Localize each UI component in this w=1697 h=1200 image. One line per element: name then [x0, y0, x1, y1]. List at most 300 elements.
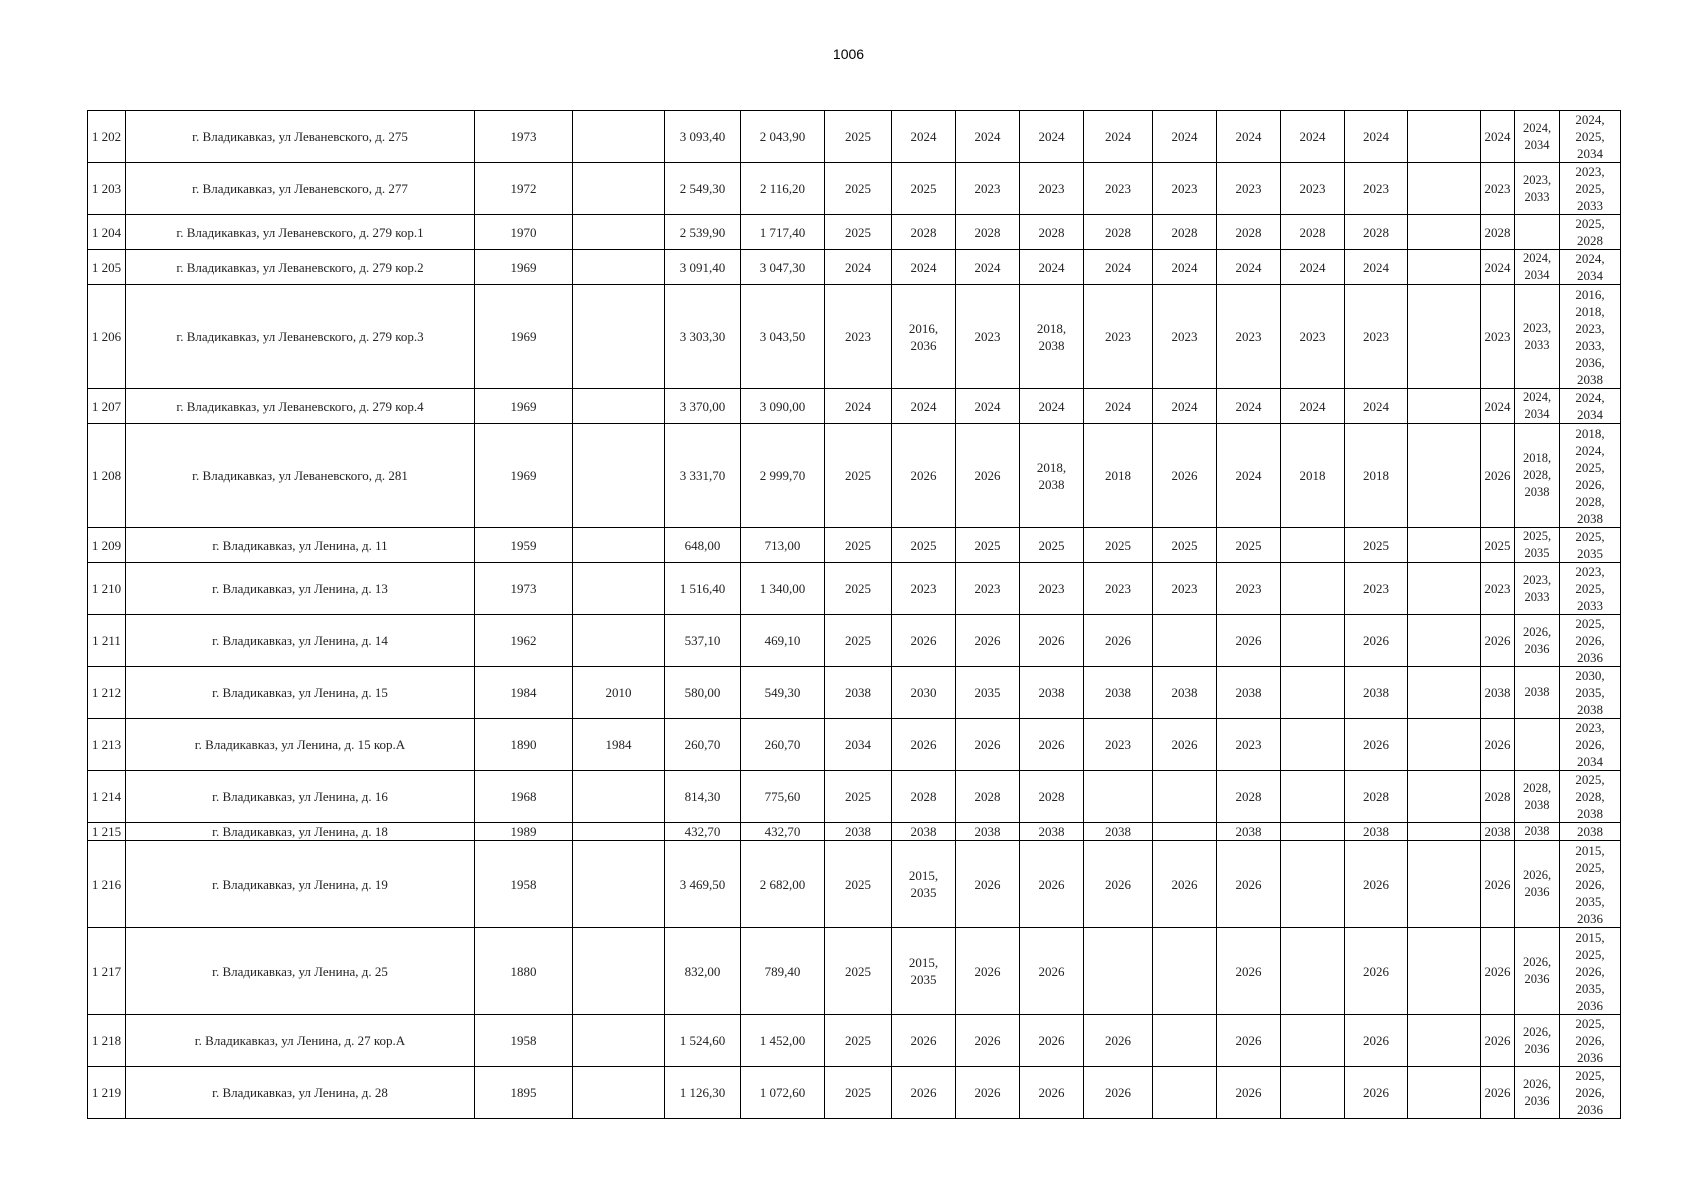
cell-living-area: 3 047,30: [741, 250, 825, 285]
cell-col-7: 2025: [825, 424, 892, 528]
cell-year-reconstructed: [573, 1015, 665, 1067]
cell-col-10: 2018, 2038: [1020, 285, 1084, 389]
cell-year-reconstructed: 2010: [573, 667, 665, 719]
cell-col-17: 2024: [1481, 111, 1515, 163]
cell-col-7: 2025: [825, 111, 892, 163]
cell-living-area: 2 682,00: [741, 841, 825, 928]
cell-col-8: 2026: [892, 1015, 956, 1067]
cell-col-19: 2025, 2026, 2036: [1560, 1015, 1621, 1067]
cell-col-9: 2024: [956, 111, 1020, 163]
table-row: [88, 285, 1621, 389]
cell-col-8: 2025: [892, 163, 956, 215]
cell-col-10: 2038: [1020, 667, 1084, 719]
cell-col-7: 2034: [825, 719, 892, 771]
cell-col-16: [1408, 1015, 1481, 1067]
cell-col-18: 2023, 2033: [1515, 163, 1560, 215]
cell-col-16: [1408, 615, 1481, 667]
cell-col-13: 2026: [1217, 1067, 1281, 1119]
cell-col-19: 2016, 2018, 2023, 2033, 2036, 2038: [1560, 285, 1621, 389]
cell-address: г. Владикавказ, ул Леваневского, д. 279 кор.3: [126, 285, 475, 389]
cell-col-16: [1408, 823, 1481, 841]
cell-year-built: 1972: [475, 163, 573, 215]
cell-total-area: 3 091,40: [665, 250, 741, 285]
cell-living-area: 775,60: [741, 771, 825, 823]
cell-col-7: 2038: [825, 823, 892, 841]
cell-col-8: 2024: [892, 389, 956, 424]
cell-col-7: 2025: [825, 615, 892, 667]
cell-col-13: 2023: [1217, 285, 1281, 389]
cell-col-18: 2023, 2033: [1515, 563, 1560, 615]
cell-col-9: 2024: [956, 389, 1020, 424]
cell-col-12: 2026: [1153, 841, 1217, 928]
cell-col-10: 2028: [1020, 771, 1084, 823]
cell-col-14: 2024: [1281, 389, 1345, 424]
cell-col-10: 2028: [1020, 215, 1084, 250]
cell-col-16: [1408, 528, 1481, 563]
cell-total-area: 260,70: [665, 719, 741, 771]
cell-address: г. Владикавказ, ул Леваневского, д. 277: [126, 163, 475, 215]
cell-year-reconstructed: [573, 250, 665, 285]
cell-living-area: 1 072,60: [741, 1067, 825, 1119]
cell-year-built: 1895: [475, 1067, 573, 1119]
table-row: [88, 424, 1621, 528]
cell-col-17: 2026: [1481, 424, 1515, 528]
cell-col-11: 2026: [1084, 1067, 1153, 1119]
cell-col-12: 2023: [1153, 163, 1217, 215]
cell-year-built: 1969: [475, 250, 573, 285]
cell-col-18: 2038: [1515, 823, 1560, 841]
cell-col-11: 2025: [1084, 528, 1153, 563]
cell-col-12: 2024: [1153, 250, 1217, 285]
cell-col-12: 2026: [1153, 424, 1217, 528]
cell-col-13: 2026: [1217, 841, 1281, 928]
cell-col-13: 2024: [1217, 389, 1281, 424]
cell-col-11: [1084, 928, 1153, 1015]
cell-address: г. Владикавказ, ул Ленина, д. 13: [126, 563, 475, 615]
cell-address: г. Владикавказ, ул Ленина, д. 27 кор.А: [126, 1015, 475, 1067]
cell-col-14: [1281, 528, 1345, 563]
cell-address: г. Владикавказ, ул Ленина, д. 25: [126, 928, 475, 1015]
cell-col-9: 2026: [956, 719, 1020, 771]
cell-col-13: 2024: [1217, 424, 1281, 528]
table-row: [88, 528, 1621, 563]
cell-year-built: 1890: [475, 719, 573, 771]
cell-col-18: 2026, 2036: [1515, 1067, 1560, 1119]
cell-col-7: 2024: [825, 389, 892, 424]
cell-col-16: [1408, 667, 1481, 719]
cell-row-number: 1 205: [88, 250, 126, 285]
cell-col-9: 2024: [956, 250, 1020, 285]
cell-col-13: 2026: [1217, 615, 1281, 667]
table-body: [88, 111, 1621, 1119]
cell-col-11: 2024: [1084, 250, 1153, 285]
cell-year-built: 1958: [475, 841, 573, 928]
cell-col-14: [1281, 771, 1345, 823]
cell-col-19: 2025, 2028, 2038: [1560, 771, 1621, 823]
cell-col-13: 2023: [1217, 563, 1281, 615]
cell-total-area: 580,00: [665, 667, 741, 719]
table-row: [88, 215, 1621, 250]
cell-year-reconstructed: [573, 389, 665, 424]
cell-col-17: 2028: [1481, 771, 1515, 823]
cell-col-19: 2018, 2024, 2025, 2026, 2028, 2038: [1560, 424, 1621, 528]
cell-col-10: 2026: [1020, 615, 1084, 667]
cell-col-7: 2025: [825, 841, 892, 928]
cell-col-18: 2025, 2035: [1515, 528, 1560, 563]
cell-living-area: 469,10: [741, 615, 825, 667]
cell-col-17: 2024: [1481, 389, 1515, 424]
cell-total-area: 814,30: [665, 771, 741, 823]
cell-col-13: 2025: [1217, 528, 1281, 563]
cell-col-15: 2026: [1345, 928, 1408, 1015]
cell-col-18: 2026, 2036: [1515, 928, 1560, 1015]
cell-col-8: 2025: [892, 528, 956, 563]
cell-col-15: 2023: [1345, 163, 1408, 215]
cell-col-13: 2028: [1217, 771, 1281, 823]
cell-col-11: 2018: [1084, 424, 1153, 528]
cell-row-number: 1 216: [88, 841, 126, 928]
cell-col-14: [1281, 719, 1345, 771]
cell-address: г. Владикавказ, ул Леваневского, д. 279 кор.4: [126, 389, 475, 424]
cell-col-12: [1153, 771, 1217, 823]
cell-col-8: 2030: [892, 667, 956, 719]
table-row: [88, 928, 1621, 1015]
cell-col-8: 2024: [892, 250, 956, 285]
cell-col-14: [1281, 823, 1345, 841]
cell-col-8: 2028: [892, 215, 956, 250]
cell-col-10: 2026: [1020, 841, 1084, 928]
cell-col-16: [1408, 719, 1481, 771]
cell-col-10: 2018, 2038: [1020, 424, 1084, 528]
cell-col-17: 2026: [1481, 615, 1515, 667]
cell-col-14: [1281, 667, 1345, 719]
cell-col-16: [1408, 111, 1481, 163]
cell-row-number: 1 202: [88, 111, 126, 163]
cell-col-16: [1408, 250, 1481, 285]
cell-col-15: 2023: [1345, 563, 1408, 615]
cell-col-19: 2025, 2028: [1560, 215, 1621, 250]
cell-col-19: 2024, 2025, 2034: [1560, 111, 1621, 163]
table-row: [88, 823, 1621, 841]
cell-col-9: 2026: [956, 928, 1020, 1015]
cell-col-9: 2026: [956, 1015, 1020, 1067]
cell-living-area: 2 043,90: [741, 111, 825, 163]
table-row: [88, 841, 1621, 928]
cell-col-14: [1281, 615, 1345, 667]
cell-year-reconstructed: [573, 1067, 665, 1119]
cell-col-15: 2026: [1345, 719, 1408, 771]
cell-col-19: 2023, 2025, 2033: [1560, 163, 1621, 215]
cell-col-15: 2026: [1345, 841, 1408, 928]
cell-row-number: 1 208: [88, 424, 126, 528]
cell-row-number: 1 210: [88, 563, 126, 615]
cell-col-19: 2015, 2025, 2026, 2035, 2036: [1560, 841, 1621, 928]
cell-col-13: 2038: [1217, 823, 1281, 841]
cell-col-7: 2023: [825, 285, 892, 389]
cell-col-7: 2024: [825, 250, 892, 285]
cell-col-15: 2025: [1345, 528, 1408, 563]
cell-col-17: 2026: [1481, 1067, 1515, 1119]
cell-col-13: 2024: [1217, 111, 1281, 163]
cell-year-reconstructed: [573, 285, 665, 389]
cell-address: г. Владикавказ, ул Леваневского, д. 281: [126, 424, 475, 528]
cell-col-11: 2024: [1084, 111, 1153, 163]
cell-year-built: 1880: [475, 928, 573, 1015]
cell-address: г. Владикавказ, ул Ленина, д. 16: [126, 771, 475, 823]
table-row: [88, 1067, 1621, 1119]
cell-col-16: [1408, 928, 1481, 1015]
cell-col-8: 2015, 2035: [892, 928, 956, 1015]
cell-total-area: 3 093,40: [665, 111, 741, 163]
cell-total-area: 432,70: [665, 823, 741, 841]
cell-col-17: 2023: [1481, 163, 1515, 215]
cell-year-built: 1969: [475, 424, 573, 528]
cell-col-9: 2023: [956, 563, 1020, 615]
cell-col-14: [1281, 1015, 1345, 1067]
cell-col-15: 2026: [1345, 1015, 1408, 1067]
table-row: [88, 250, 1621, 285]
cell-col-8: 2016, 2036: [892, 285, 956, 389]
cell-col-8: 2026: [892, 719, 956, 771]
cell-col-17: 2026: [1481, 841, 1515, 928]
cell-col-7: 2025: [825, 563, 892, 615]
cell-col-15: 2023: [1345, 285, 1408, 389]
cell-col-18: 2026, 2036: [1515, 841, 1560, 928]
cell-col-18: 2024, 2034: [1515, 111, 1560, 163]
cell-col-19: 2038: [1560, 823, 1621, 841]
cell-col-18: 2026, 2036: [1515, 1015, 1560, 1067]
cell-row-number: 1 204: [88, 215, 126, 250]
table-row: [88, 1015, 1621, 1067]
cell-living-area: 1 717,40: [741, 215, 825, 250]
cell-col-18: 2024, 2034: [1515, 389, 1560, 424]
cell-col-12: [1153, 928, 1217, 1015]
cell-col-15: 2026: [1345, 615, 1408, 667]
cell-col-14: 2023: [1281, 163, 1345, 215]
cell-address: г. Владикавказ, ул Ленина, д. 19: [126, 841, 475, 928]
cell-col-11: 2028: [1084, 215, 1153, 250]
cell-year-built: 1968: [475, 771, 573, 823]
cell-year-built: 1989: [475, 823, 573, 841]
cell-col-10: 2026: [1020, 1067, 1084, 1119]
cell-col-8: 2023: [892, 563, 956, 615]
cell-total-area: 3 469,50: [665, 841, 741, 928]
cell-col-12: 2024: [1153, 111, 1217, 163]
buildings-table: [87, 110, 1621, 1119]
cell-col-11: 2023: [1084, 163, 1153, 215]
cell-col-10: 2023: [1020, 563, 1084, 615]
cell-col-7: 2025: [825, 1067, 892, 1119]
cell-col-17: 2026: [1481, 719, 1515, 771]
cell-col-9: 2026: [956, 1067, 1020, 1119]
cell-year-built: 1973: [475, 111, 573, 163]
table-row: [88, 389, 1621, 424]
cell-col-11: 2038: [1084, 823, 1153, 841]
cell-col-10: 2025: [1020, 528, 1084, 563]
cell-col-13: 2026: [1217, 928, 1281, 1015]
cell-col-8: 2024: [892, 111, 956, 163]
cell-living-area: 3 043,50: [741, 285, 825, 389]
cell-total-area: 1 126,30: [665, 1067, 741, 1119]
cell-col-10: 2024: [1020, 111, 1084, 163]
cell-living-area: 432,70: [741, 823, 825, 841]
cell-col-10: 2026: [1020, 719, 1084, 771]
cell-col-8: 2038: [892, 823, 956, 841]
cell-col-11: 2026: [1084, 841, 1153, 928]
cell-col-10: 2038: [1020, 823, 1084, 841]
cell-col-16: [1408, 389, 1481, 424]
cell-year-reconstructed: 1984: [573, 719, 665, 771]
cell-living-area: 260,70: [741, 719, 825, 771]
cell-col-10: 2026: [1020, 1015, 1084, 1067]
cell-year-reconstructed: [573, 615, 665, 667]
cell-year-reconstructed: [573, 823, 665, 841]
cell-col-14: [1281, 1067, 1345, 1119]
cell-col-14: [1281, 563, 1345, 615]
cell-col-15: 2028: [1345, 771, 1408, 823]
cell-living-area: 3 090,00: [741, 389, 825, 424]
cell-total-area: 3 331,70: [665, 424, 741, 528]
cell-row-number: 1 206: [88, 285, 126, 389]
table-row: [88, 719, 1621, 771]
cell-year-built: 1958: [475, 1015, 573, 1067]
cell-col-17: 2023: [1481, 563, 1515, 615]
cell-row-number: 1 209: [88, 528, 126, 563]
cell-col-18: 2023, 2033: [1515, 285, 1560, 389]
cell-row-number: 1 203: [88, 163, 126, 215]
cell-col-7: 2025: [825, 215, 892, 250]
cell-row-number: 1 217: [88, 928, 126, 1015]
cell-col-9: 2028: [956, 215, 1020, 250]
cell-col-7: 2025: [825, 928, 892, 1015]
cell-col-7: 2025: [825, 528, 892, 563]
cell-total-area: 2 539,90: [665, 215, 741, 250]
cell-col-19: 2024, 2034: [1560, 389, 1621, 424]
cell-row-number: 1 207: [88, 389, 126, 424]
cell-total-area: 1 524,60: [665, 1015, 741, 1067]
cell-col-18: 2038: [1515, 667, 1560, 719]
cell-col-13: 2028: [1217, 215, 1281, 250]
table-row: [88, 563, 1621, 615]
cell-col-15: 2018: [1345, 424, 1408, 528]
cell-row-number: 1 212: [88, 667, 126, 719]
cell-col-17: 2023: [1481, 285, 1515, 389]
cell-col-11: 2026: [1084, 1015, 1153, 1067]
cell-col-19: 2023, 2025, 2033: [1560, 563, 1621, 615]
cell-col-19: 2025, 2035: [1560, 528, 1621, 563]
cell-year-built: 1984: [475, 667, 573, 719]
cell-living-area: 2 116,20: [741, 163, 825, 215]
cell-col-14: 2024: [1281, 250, 1345, 285]
cell-col-18: [1515, 215, 1560, 250]
cell-col-9: 2023: [956, 285, 1020, 389]
cell-living-area: 713,00: [741, 528, 825, 563]
cell-year-built: 1969: [475, 389, 573, 424]
cell-col-13: 2026: [1217, 1015, 1281, 1067]
cell-year-reconstructed: [573, 771, 665, 823]
cell-col-11: 2026: [1084, 615, 1153, 667]
cell-total-area: 3 303,30: [665, 285, 741, 389]
cell-col-10: 2024: [1020, 250, 1084, 285]
cell-col-12: 2026: [1153, 719, 1217, 771]
cell-col-16: [1408, 215, 1481, 250]
cell-col-19: 2023, 2026, 2034: [1560, 719, 1621, 771]
cell-year-reconstructed: [573, 424, 665, 528]
cell-living-area: 2 999,70: [741, 424, 825, 528]
cell-col-11: 2024: [1084, 389, 1153, 424]
cell-col-17: 2038: [1481, 823, 1515, 841]
cell-year-reconstructed: [573, 163, 665, 215]
cell-col-9: 2026: [956, 424, 1020, 528]
cell-col-10: 2024: [1020, 389, 1084, 424]
cell-col-15: 2024: [1345, 111, 1408, 163]
cell-col-12: 2023: [1153, 285, 1217, 389]
cell-year-built: 1969: [475, 285, 573, 389]
cell-living-area: 549,30: [741, 667, 825, 719]
cell-year-built: 1973: [475, 563, 573, 615]
cell-col-17: 2026: [1481, 928, 1515, 1015]
cell-col-18: 2018, 2028, 2038: [1515, 424, 1560, 528]
cell-col-15: 2026: [1345, 1067, 1408, 1119]
cell-year-reconstructed: [573, 528, 665, 563]
cell-col-14: 2018: [1281, 424, 1345, 528]
cell-address: г. Владикавказ, ул Ленина, д. 14: [126, 615, 475, 667]
cell-col-9: 2023: [956, 163, 1020, 215]
cell-col-12: 2038: [1153, 667, 1217, 719]
cell-col-15: 2038: [1345, 823, 1408, 841]
cell-year-reconstructed: [573, 841, 665, 928]
cell-col-9: 2035: [956, 667, 1020, 719]
cell-col-14: [1281, 928, 1345, 1015]
cell-col-14: 2024: [1281, 111, 1345, 163]
cell-col-17: 2024: [1481, 250, 1515, 285]
cell-col-9: 2028: [956, 771, 1020, 823]
cell-address: г. Владикавказ, ул Леваневского, д. 279 кор.1: [126, 215, 475, 250]
cell-row-number: 1 213: [88, 719, 126, 771]
cell-col-14: 2028: [1281, 215, 1345, 250]
cell-year-reconstructed: [573, 111, 665, 163]
cell-col-7: 2025: [825, 163, 892, 215]
cell-address: г. Владикавказ, ул Леваневского, д. 275: [126, 111, 475, 163]
cell-col-15: 2038: [1345, 667, 1408, 719]
cell-col-12: 2023: [1153, 563, 1217, 615]
cell-col-12: [1153, 823, 1217, 841]
cell-col-14: [1281, 841, 1345, 928]
cell-col-8: 2026: [892, 424, 956, 528]
cell-col-8: 2026: [892, 1067, 956, 1119]
cell-col-18: 2024, 2034: [1515, 250, 1560, 285]
cell-col-18: [1515, 719, 1560, 771]
cell-total-area: 2 549,30: [665, 163, 741, 215]
cell-col-12: [1153, 1015, 1217, 1067]
cell-year-built: 1959: [475, 528, 573, 563]
cell-col-19: 2030, 2035, 2038: [1560, 667, 1621, 719]
cell-col-12: 2025: [1153, 528, 1217, 563]
cell-col-13: 2038: [1217, 667, 1281, 719]
cell-row-number: 1 219: [88, 1067, 126, 1119]
cell-col-10: 2026: [1020, 928, 1084, 1015]
cell-col-8: 2026: [892, 615, 956, 667]
cell-col-7: 2025: [825, 771, 892, 823]
cell-col-11: 2038: [1084, 667, 1153, 719]
cell-row-number: 1 211: [88, 615, 126, 667]
cell-col-17: 2025: [1481, 528, 1515, 563]
cell-col-8: 2028: [892, 771, 956, 823]
cell-row-number: 1 215: [88, 823, 126, 841]
cell-year-reconstructed: [573, 215, 665, 250]
table-row: [88, 111, 1621, 163]
cell-col-19: 2025, 2026, 2036: [1560, 1067, 1621, 1119]
